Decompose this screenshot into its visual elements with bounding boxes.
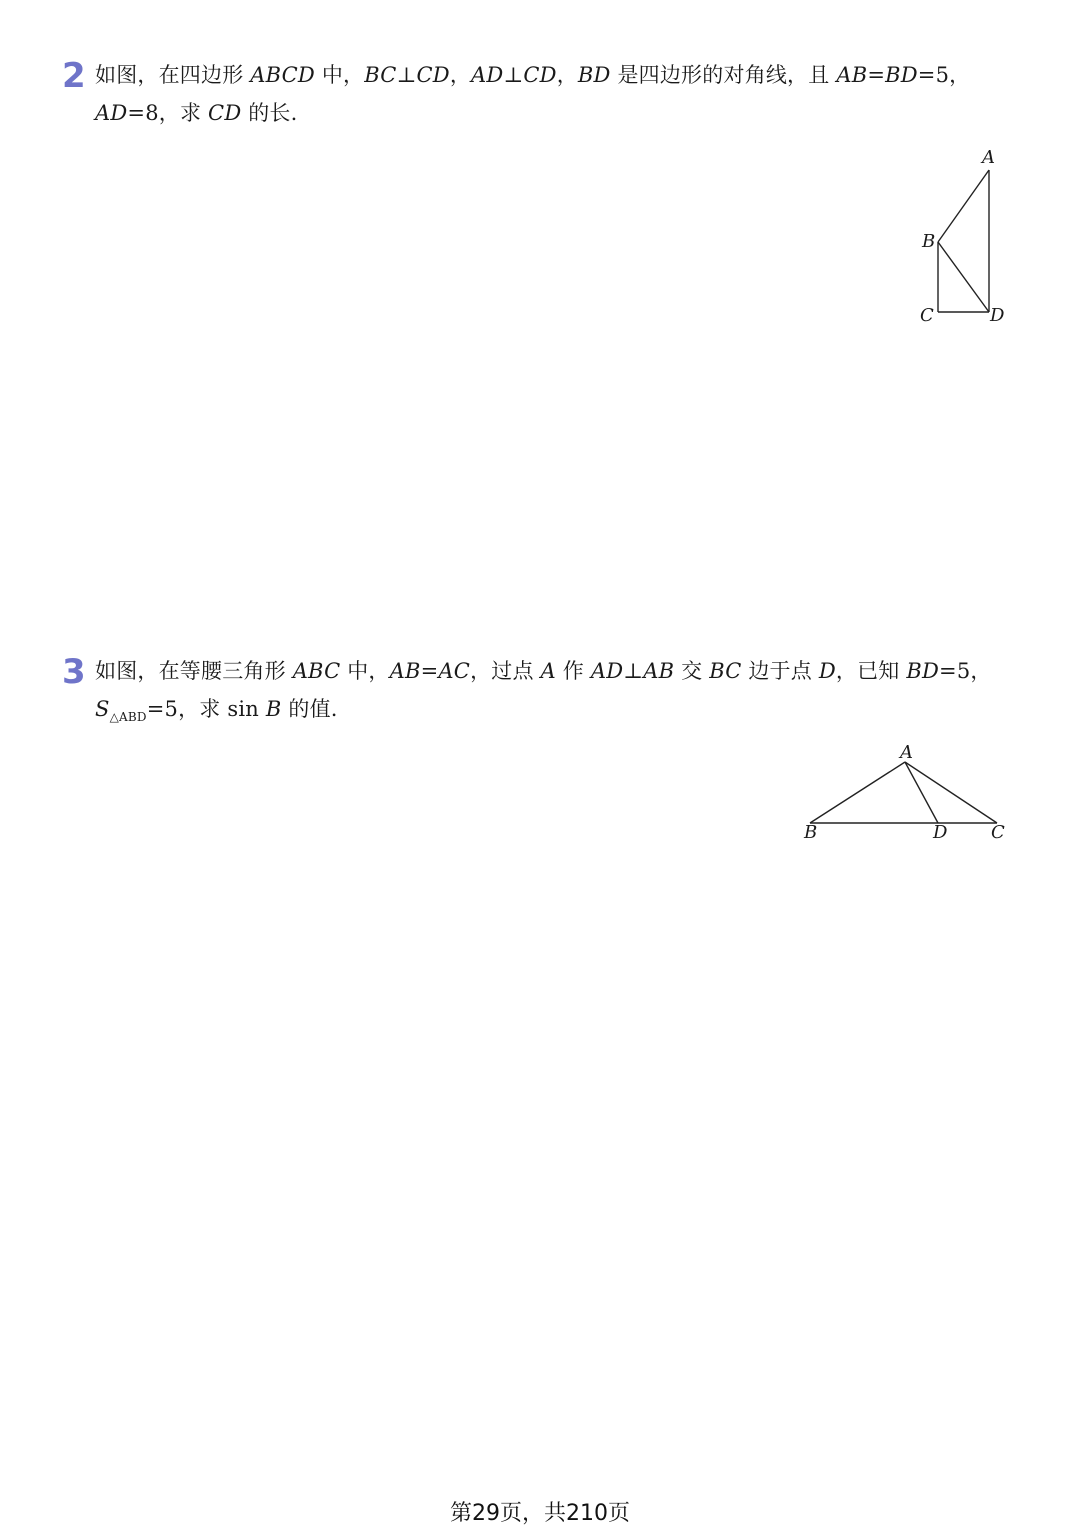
text-run: = — [420, 659, 439, 683]
text-run: 中， — [340, 659, 390, 683]
vertex-label-a: A — [982, 147, 995, 168]
math-var: BC — [364, 63, 397, 87]
math-var: S — [95, 697, 110, 721]
text-run: 如图，在等腰三角形 — [95, 659, 293, 683]
math-var: AC — [438, 659, 471, 683]
problem-3 — [62, 652, 1012, 736]
math-var: AD — [471, 63, 504, 87]
text-run: 的值. — [281, 697, 338, 721]
math-var: BD — [906, 659, 940, 683]
text-run: 作 — [555, 659, 591, 683]
text-run: 是四边形的对角线，且 — [610, 63, 837, 87]
subscript: △ABD — [109, 710, 147, 725]
figure-triangle-abc — [795, 738, 1025, 848]
text-run: 的长. — [241, 101, 298, 125]
problem-2 — [62, 56, 1012, 132]
math-var: AD — [590, 659, 624, 683]
text-run: =5， — [917, 63, 971, 87]
math-var: AB — [836, 63, 868, 87]
text-run: ⊥ — [503, 63, 524, 87]
text-run: ，已知 — [835, 659, 907, 683]
text-run: 中， — [314, 63, 365, 87]
math-var: AB — [643, 659, 675, 683]
figure-quadrilateral-abcd — [900, 140, 1030, 340]
text-run: ⊥ — [623, 659, 644, 683]
math-var: ABCD — [250, 63, 315, 87]
math-var: CD — [523, 63, 557, 87]
vertex-label-c: C — [991, 822, 1005, 843]
text-run: =8，求 — [127, 101, 209, 125]
math-var: AB — [389, 659, 421, 683]
vertex-label-d: D — [933, 822, 948, 843]
math-var: BD — [885, 63, 918, 87]
text-run: 交 — [674, 659, 710, 683]
vertex-label-b: B — [804, 822, 818, 843]
text-run: ， — [449, 63, 472, 87]
problem-text — [95, 56, 1012, 132]
text-run: ， — [556, 63, 578, 87]
problem-number: 3 — [62, 652, 86, 692]
math-var: AD — [95, 101, 128, 125]
vertex-label-b: B — [922, 231, 936, 252]
vertex-label-c: C — [920, 305, 934, 326]
segment-ab — [938, 170, 989, 242]
vertex-label-d: D — [990, 305, 1005, 326]
vertex-label-a: A — [900, 742, 913, 763]
segment-ab — [810, 762, 905, 823]
text-run: =5， — [939, 659, 992, 683]
text-run: =5，求 sin — [146, 697, 266, 721]
segment-ad — [905, 762, 938, 823]
page-footer: 第29页，共210页 — [450, 1501, 630, 1526]
math-var: ABC — [292, 659, 341, 683]
math-var: BD — [577, 63, 611, 87]
text-run: = — [867, 63, 886, 87]
math-var: CD — [208, 101, 242, 125]
math-var: B — [265, 697, 282, 721]
text-run: 边于点 — [741, 659, 819, 683]
segment-ac — [905, 762, 997, 823]
math-var: D — [818, 659, 836, 683]
problem-number: 2 — [62, 56, 86, 96]
text-run: 如图，在四边形 — [95, 63, 251, 87]
math-var: A — [540, 659, 556, 683]
segment-bd — [938, 242, 989, 312]
problem-text — [95, 652, 1012, 736]
math-var: BC — [709, 659, 742, 683]
text-run: ，过点 — [470, 659, 541, 683]
text-run: ⊥ — [396, 63, 417, 87]
math-var: CD — [416, 63, 450, 87]
